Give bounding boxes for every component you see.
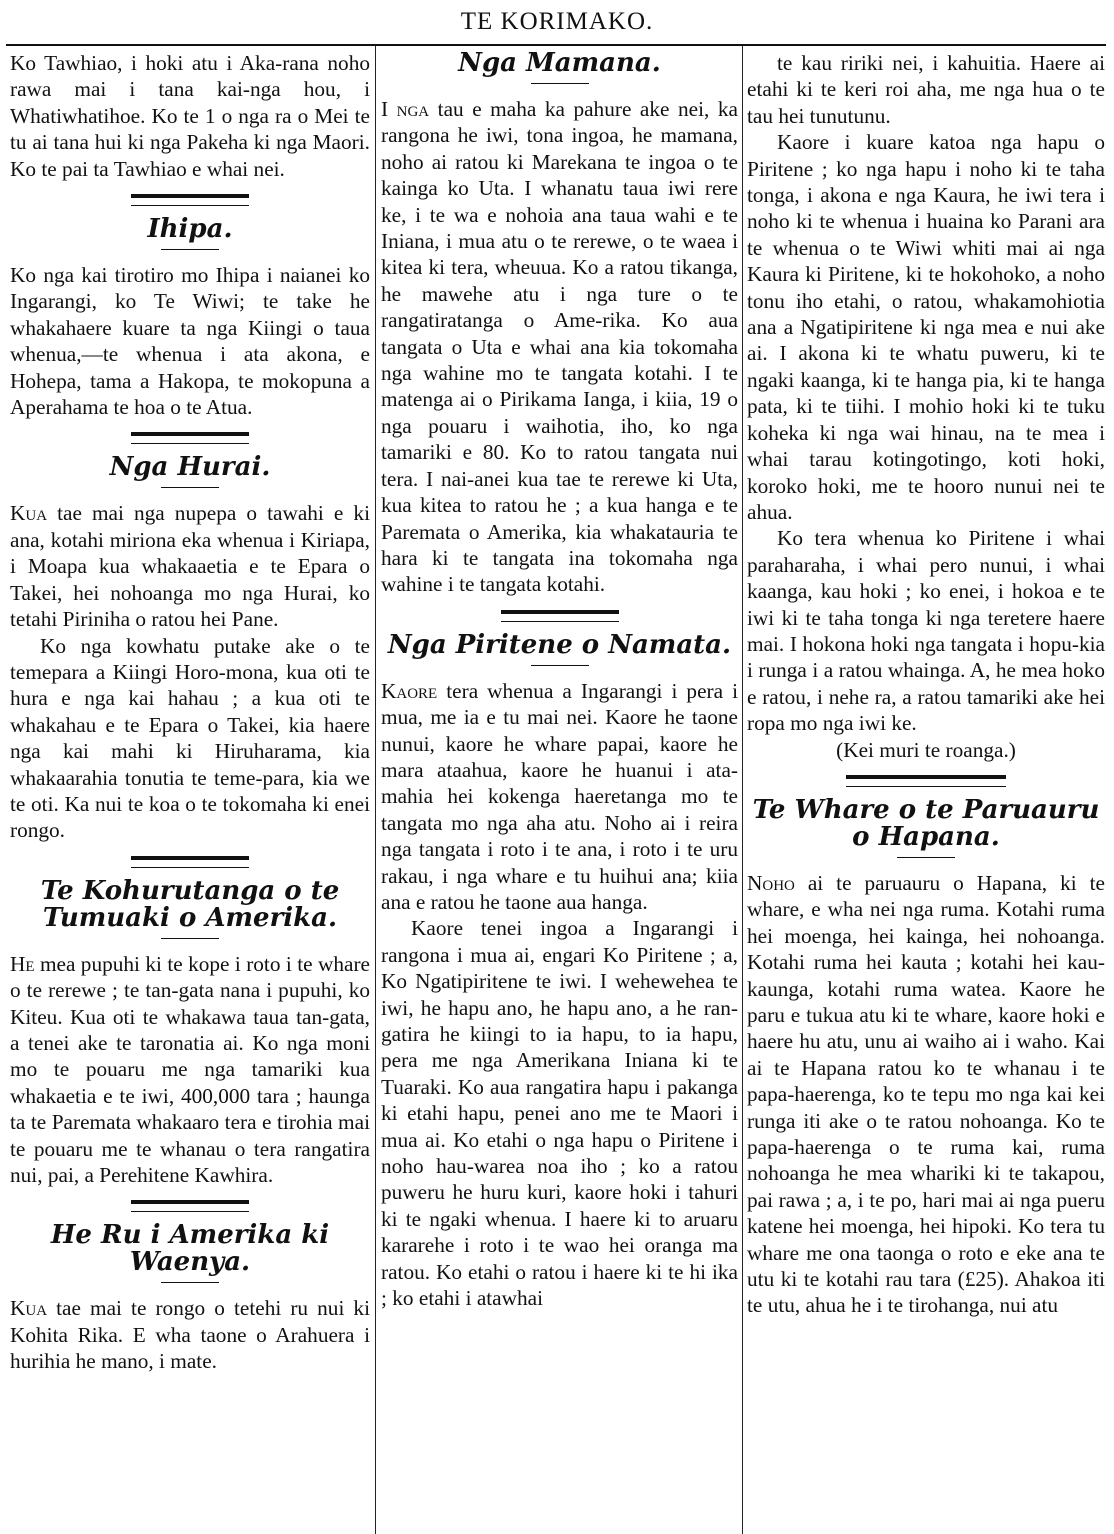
- article-kohurutanga-body: [10, 951, 370, 1189]
- heading-rule: [161, 487, 219, 488]
- lead-word: Kua: [10, 1296, 48, 1321]
- lead-word: Kaore: [381, 678, 438, 703]
- paragraph-text: ai te paruauru o Hapana, ki te whare, e wha nei nga ruma. Kotahi ruma hei moenga, hei kainga, hei nohoanga. Kotahi ruma hei kauta ; kotahi hei kau-kaunga, kotahi ruma watea. Kaore he paru e tukua atu ki te whare, kaore hoki e haere hu atu, unu ai waiho ai i waho. Kai ai te Hapana ratou ko te whanau i te papa-haerenga, ko te tepu mo nga kai kei runga iti ake o te ratou nohoanga. Ko te papa-haerenga o te ruma kai, ruma nohoanga he mea whariki ki te takapou, pai rawa ; a, i te po, hari mai ai nga pueru katene hei moenga, hei hipoki. Ko tera tu whare me ona taonga o roto e eke ana te utu ki te kotahi rau tara (£25). Ahakoa iti te utu, ahua he i te tirohanga, nui atu: [747, 870, 1105, 1318]
- section-separator: [131, 194, 249, 206]
- section-separator: [131, 856, 249, 868]
- column-2: [381, 50, 738, 1534]
- paragraph-text: tera whenua a Ingarangi i pera i mua, me ia e tu mai nei. Kaore he taone nunui, kaore he whare papai, kaore he mara ataahua, kaore he huanui i ata-mahia hei kokenga haeretanga mo te tangata mo nga aha atu. Noho ai i reira nga tangata i roto i te ana, i roto i te uru rakau, i nga whare e tu huihui ana; kiia ana e ratou he taone aua hanga.: [381, 678, 738, 914]
- heading-rule: [531, 665, 589, 666]
- to-be-continued: (Kei muri te roanga.): [836, 737, 1016, 762]
- heading-nga-hurai: Nga Hurai.: [109, 452, 271, 483]
- section-separator: [501, 610, 619, 622]
- masthead-rule: [6, 44, 1106, 46]
- article-hurai-para-2: Ko nga kowhatu putake ake o te temepara a Kiingi Horo-mona, kua oti te hura e nga kai hahau ; a kua oti te whakahau e te Epara o Takei, kia haere nga kai mahi ki Hiruharama, kia whakaarahia tonutia te teme-para, kia we te oti. Ka nui te koa o te tokomaha ki enei rongo.: [10, 633, 370, 843]
- paragraph-text: tau e maha ka pahure ake nei, ka rangona he iwi, tona ingoa, he mamana, noho ai ratou ki Marekana te ingoa o te kainga ko Uta. I whanatu taua iwi rere ke, i te wa e nohoia ana taua wahi e te Iniana, i mua atu o te rerewe, o te waea i kitea ki tera, wheuua. Ko a ratou tikanga, he mawehe atu i nga ture o te rangatiratanga o Ame-rika. Ko aua tangata o Uta e whai ana kia tokomaha nga wahine mo te tangata kotahi. I te matenga ai o Pirikama Ianga, i kiia, 19 o nga pouaru i waihotia, iho, ko nga tamariki e 80. Ko to ratou tangata nui tera. I nai-anei kua tae te rerewe ki Uta, kua kitea to ratou he ; a kua hanga e te Paremata o Amerika, kia whakatauria te hara ki te tangata ina tokomaha nga wahine i te tangata kotahi.: [381, 97, 738, 597]
- article-he-ru-body: [10, 1295, 370, 1374]
- heading-he-ru: He Ru i Amerika ki Waenya.: [50, 1220, 330, 1278]
- heading-rule: [161, 938, 219, 939]
- paragraph-text: tae mai te rongo o tetehi ru nui ki Kohita Rika. E wha taone o Arahuera i hurihia he mano, i mate.: [10, 1296, 370, 1374]
- article-piritene-para-2: Kaore tenei ingoa a Ingarangi i rangona i mua ai, engari Ko Piritene ; a, Ko Ngatipiritene te iwi. I wehewehea te iwi, he hapu ano, he hapu ano, a he ran-gatira he kiingi to ia hapu, to ia hapu, pera me nga Amerikana Iniana ki te Tuaraki. Ko aua rangatira hapu i pakanga ki etahi hapu, penei ano me te Maori i mua ai. Ko etahi o nga hapu o Piritene i noho hau-warea noa iho ; ko a ratou puweru he huru kuri, kaore hoki i tahuri ki te ngaki whenua. I haere ki to aruaru kararehe i roto i te wao hei oranga ma ratou. Ko etahi o ratou i haere ki te hi ika ; ko etahi i atawhai: [381, 916, 738, 1311]
- heading-nga-mamana: Nga Mamana.: [458, 50, 661, 78]
- heading-whare-paruauru: Te Whare o te Paruauru o Hapana.: [752, 794, 1100, 852]
- masthead: [0, 0, 1114, 40]
- section-separator: [846, 775, 1006, 787]
- heading-rule: [897, 857, 955, 858]
- heading-rule: [161, 249, 219, 250]
- lead-word: He: [10, 951, 35, 976]
- article-hurai-para-1: [10, 500, 370, 632]
- heading-kohurutanga: Te Kohurutanga o te Tumuaki o Amerika.: [40, 875, 340, 933]
- section-separator: [131, 1200, 249, 1212]
- heading-rule: [531, 83, 589, 84]
- paragraph-text: tae mai nga nupepa o tawahi e ki ana, kotahi miriona eka whenua i Kiriapa, i Moapa kua whakaaetia e te Epara o Takei, hei nohoanga mo nga Hurai, ko tetahi Piriniha o ratou hei Pane.: [10, 501, 370, 632]
- paragraph-text: mea pupuhi ki te kope i roto i te whare o te rerewe ; te tan-gata nana i pupuhi, ko Kiteu. Kua oti te whakawa taua tan-gata, a tenei ake te taronatia ai. Ko nga moni mo te pouaru me nga tamariki kua whakaetia e te iwi, 400,000 tara ; haunga ta te Paremata whakaaro tera e tirohia mai te pouaru me te whanau o tera rangatira nui, pai, a Perehitene Kawhira.: [10, 951, 370, 1187]
- lead-word: I nga: [381, 97, 430, 121]
- article-piritene-cont-2: Kaore i kuare katoa nga hapu o Piritene ; ko nga hapu i noho ki te taha tonga, i akona e nga Kaura, he iwi tera i noho ki te whenua i huaina ko Parani ara te whenua o te Wiwi whiti mai ai nga Kaura ki Piritene, ki te hokohoko, a noho tonu iho etahi, o ratou, whakamohiotia ana a Ngatipiritene ki nga mea e nui ake ai. I akona ki te whatu puweru, ki te ngaki kaanga, ki te hanga pia, ki te hanga pata, ki te tiihi. I mohio hoki ki te tuku koheka ki nga wai hinau, na te mea i whai tarau kotingotingo, koti hoki, koroko hoki, me te hooro nunui nei te ahua.: [747, 130, 1105, 524]
- lead-word: Kua: [10, 501, 48, 526]
- column-1: [10, 50, 370, 1534]
- heading-rule: [161, 1282, 219, 1283]
- article-ihipa-body: Ko nga kai tirotiro mo Ihipa i naianei ko Ingarangi, ko Te Wiwi; te take he whakahaere kuare ta nga Kiingi o taua whenua,—te whenua i ata akona, e Hohepa, tama a Hakopa, te mokopuna a Aperahama te hoa o te Atua.: [10, 263, 370, 420]
- article-whare-body: [747, 870, 1105, 1319]
- column-divider: [375, 46, 376, 1534]
- column-divider: [742, 46, 743, 1534]
- column-3: [747, 50, 1105, 1534]
- article-mamana-body: [381, 96, 738, 598]
- lead-word: Noho: [747, 870, 795, 895]
- article-piritene-para-1: [381, 678, 738, 916]
- heading-ihipa: Ihipa.: [147, 214, 233, 245]
- newspaper-title: TE KORIMAKO.: [460, 8, 654, 35]
- article-piritene-cont-3: Ko tera whenua ko Piritene i whai paraharaha, i whai pero nunui, i whai kaanga, kau hoki ; ko enei, i hokoa e te iwi ki te taha tonga ki nga teretere haere mai. I hokona hoki nga tangata i hopu-kia i runga i a ratou whainga. A, he mea hoko e ratou, i nehe ra, a ratou tamariki ake hei ropa mo nga iwi ke.: [747, 526, 1105, 736]
- article-piritene-cont-1: te kau ririki nei, i kahuitia. Haere ai etahi ki te keri roi aha, me nga hua o te tau hei tunutunu.: [747, 51, 1105, 128]
- section-separator: [131, 432, 249, 444]
- heading-nga-piritene: Nga Piritene o Namata.: [387, 629, 732, 660]
- article-tawhiao-body: Ko Tawhiao, i hoki atu i Aka-rana noho rawa mai i tana kai-nga hou, i Whatiwhatihoe. Ko te 1 o nga ra o Mei te tu ai tana hui ki nga Pakeha ki nga Maori. Ko te pai ta Tawhiao e whai nei.: [10, 51, 370, 181]
